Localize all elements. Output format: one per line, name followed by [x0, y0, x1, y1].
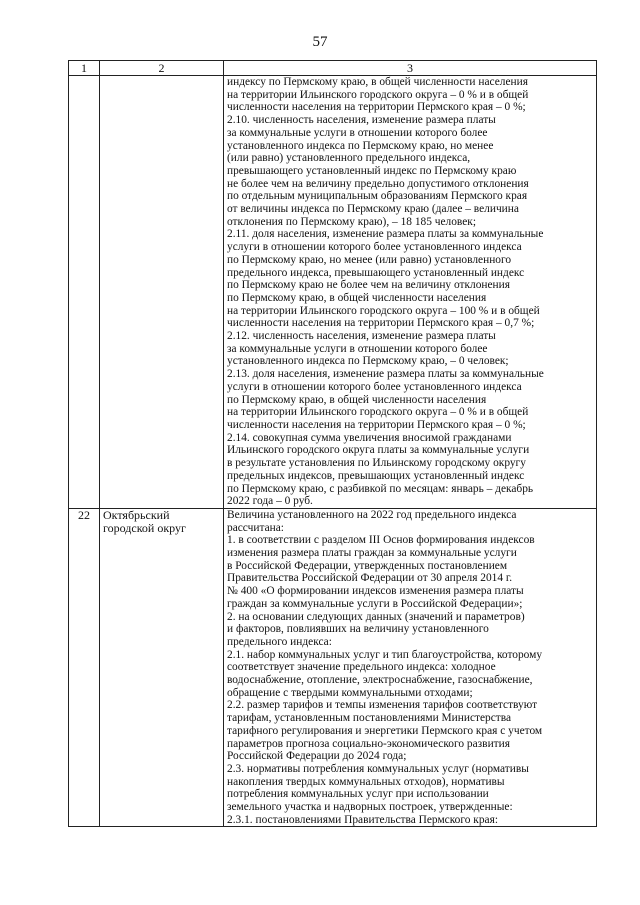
text-line: обращение с твердыми коммунальными отходами; [227, 686, 473, 699]
text-line: численности населения на территории Пермского края – 0 %; [227, 101, 526, 114]
text-line: 2. на основании следующих данных (значений и параметров) [227, 610, 525, 623]
text-line: граждан за коммунальные услуги в Российской Федерации»; [227, 597, 523, 610]
text-line: 2.12. численность населения, изменение размера платы [227, 330, 496, 343]
column-header-2: 2 [100, 61, 224, 76]
text-line: (или равно) установленного предельного индекса, [227, 152, 471, 165]
text-line: по Пермскому краю, в общей численности населения [227, 393, 487, 406]
text-line: за коммунальные услуги в отношении которого более [227, 126, 488, 139]
text-line: 2.2. размер тарифов и темпы изменения тарифов соответствуют [227, 699, 538, 712]
text-line: на территории Ильинского городского округа – 0 % и в общей [227, 406, 529, 419]
text-line: отклонения по Пермскому краю), – 18 185 человек; [227, 215, 476, 228]
text-line: установленного индекса по Пермскому краю, – 0 человек; [227, 355, 509, 368]
text-line: численности населения на территории Пермского края – 0,7 %; [227, 317, 535, 330]
text-line: на территории Ильинского городского округа – 0 % и в общей [227, 88, 529, 101]
text-line: на территории Ильинского городского округа – 100 % и в общей [227, 304, 540, 317]
text-line: Правительства Российской Федерации от 30 апреля 2014 г. [227, 572, 513, 585]
text-line: 2.3.1. постановлениями Правительства Пермского края: [227, 813, 498, 826]
text-line: потребления коммунальных услуг при использовании [227, 788, 489, 801]
text-line: 2022 года – 0 руб. [227, 495, 313, 508]
table-row [69, 508, 597, 827]
text-line: по Пермскому краю, но менее (или равно) установленного [227, 253, 512, 266]
column-header-3: 3 [224, 61, 597, 76]
text-line: Ильинского городского округа платы за коммунальные услуги [227, 444, 530, 457]
text-line: тарифам, установленным постановлениями Министерства [227, 712, 512, 725]
text-line: Величина установленного на 2022 год предельного индекса [227, 508, 517, 521]
text-line: по отдельным муниципальным образованиям Пермского края [227, 190, 528, 203]
description-cell [224, 508, 597, 827]
text-line: установленного индекса по Пермскому краю, но менее [227, 139, 494, 152]
text-line: изменения размера платы граждан за коммунальные услуги [227, 547, 517, 560]
page-number: 57 [312, 34, 328, 50]
text-line: предельных индексов, превышающих установленный индекс [227, 469, 525, 482]
text-line: 2.3. нормативы потребления коммунальных услуг (нормативы [227, 762, 529, 775]
text-line: услуги в отношении которого более установленного индекса [227, 241, 522, 254]
text-line: за коммунальные услуги в отношении которого более [227, 342, 488, 355]
text-line: по Пермскому краю, с разбивкой по месяцам: январь – декабрь [227, 482, 534, 495]
row-number: 22 [69, 508, 100, 827]
text-line: 1. в соответствии с разделом III Основ формирования индексов [227, 534, 535, 547]
text-line: рассчитана: [227, 521, 284, 534]
row-number [69, 76, 100, 509]
text-line: земельного участка и надворных построек, утвержденные: [227, 801, 513, 814]
text-line: и факторов, повлиявших на величину установленного [227, 623, 489, 636]
text-line: водоснабжение, отопление, электроснабжение, газоснабжение, [227, 674, 533, 687]
text-line: индексу по Пермскому краю, в общей численности населения [227, 76, 528, 88]
text-line: в Российской Федерации, утвержденных постановлением [227, 559, 508, 572]
text-line: услуги в отношении которого более установленного индекса [227, 380, 522, 393]
text-line: 2.14. совокупная сумма увеличения вносимой гражданами [227, 431, 512, 444]
table-row [69, 76, 597, 509]
text-line: превышающего установленный индекс по Пермскому краю [227, 164, 517, 177]
column-header-1: 1 [69, 61, 100, 76]
municipality-name: Октябрьский городской округ [100, 508, 224, 827]
text-line: № 400 «О формировании индексов изменения размера платы [227, 585, 524, 598]
text-line: 2.10. численность населения, изменение размера платы [227, 114, 496, 127]
text-line: параметров прогноза социально-экономического развития [227, 737, 510, 750]
text-line: от величины индекса по Пермскому краю (далее – величина [227, 203, 519, 216]
text-line: в результате установления по Ильинскому городскому округу [227, 457, 526, 470]
text-line: предельного индекса, превышающего установленный индекс [227, 266, 525, 279]
description-cell [224, 76, 597, 509]
municipality-name [100, 76, 224, 509]
document-table [68, 60, 597, 827]
text-line: не более чем на величину предельно допустимого отклонения [227, 177, 529, 190]
text-line: 2.13. доля населения, изменение размера платы за коммунальные [227, 368, 544, 381]
text-line: накопления твердых коммунальных отходов), нормативы [227, 775, 505, 788]
table-header-row [69, 61, 597, 76]
text-line: по Пермскому краю, в общей численности населения [227, 291, 487, 304]
text-line: Российской Федерации до 2024 года; [227, 750, 407, 763]
text-line: тарифного регулирования и энергетики Пермского края с учетом [227, 724, 543, 737]
text-line: 2.1. набор коммунальных услуг и тип благоустройства, которому [227, 648, 543, 661]
text-line: 2.11. доля населения, изменение размера платы за коммунальные [227, 228, 544, 241]
text-line: по Пермскому краю не более чем на величину отклонения [227, 279, 510, 292]
text-line: предельного индекса: [227, 635, 332, 648]
text-line: численности населения на территории Пермского края – 0 %; [227, 418, 526, 431]
text-line: соответствует значение предельного индекса: холодное [227, 661, 496, 674]
